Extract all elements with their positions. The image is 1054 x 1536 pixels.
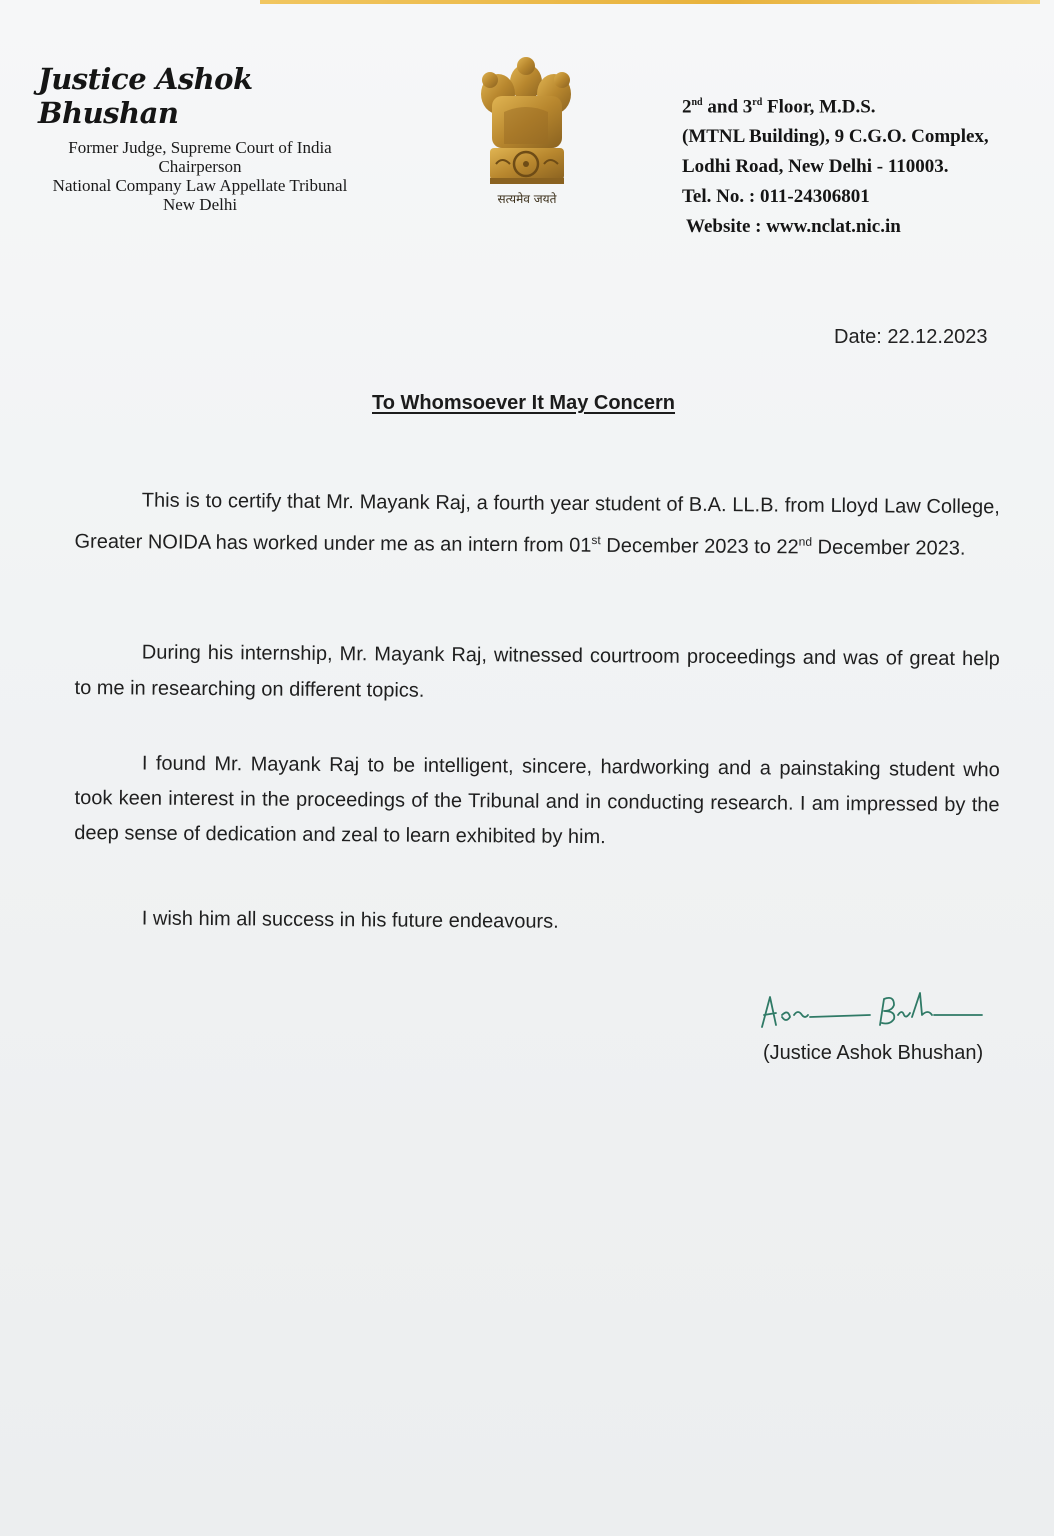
body-paragraph-2: During his internship, Mr. Mayank Raj, witnessed courtroom proceedings and was of great help to me in researching on different topics. — [74, 641, 1000, 702]
signatory-name: (Justice Ashok Bhushan) — [763, 1042, 984, 1064]
letterhead-title-3: National Company Law Appellate Tribunal — [52, 176, 348, 195]
handwritten-signature — [752, 985, 992, 1035]
letterhead-title-2: Chairperson — [158, 157, 242, 176]
letterhead-title-4: New Delhi — [162, 195, 238, 214]
address-line-2: (MTNL Building), 9 C.G.O. Complex, — [682, 126, 989, 148]
emblem-motto: सत्यमेव जयते — [497, 192, 557, 206]
body-paragraph-1: This is to certify that Mr. Mayank Raj, a fourth year student of B.A. LL.B. from Lloyd Law College, Greater NOIDA has worked under me as an intern from 01st December 2023 to 22nd December 2023. — [74, 489, 1000, 560]
body-paragraph-4: I wish him all success in his future endeavours. — [141, 907, 559, 933]
folder-edge — [260, 0, 1040, 4]
letterhead-name: Justice Ashok Bhushan — [38, 62, 253, 130]
national-emblem-icon — [468, 52, 586, 212]
letterhead-title-1: Former Judge, Supreme Court of India — [68, 138, 332, 157]
address-line-1: 2nd and 3rd Floor, M.D.S. — [682, 96, 876, 118]
letterhead-left — [30, 62, 370, 214]
letter-date: Date: 22.12.2023 — [834, 326, 988, 348]
website: Website : www.nclat.nic.in — [686, 216, 901, 238]
body-paragraph-3: I found Mr. Mayank Raj to be intelligent, sincere, hardworking and a painstaking student who took keen interest in the proceedings of the Tribunal and in conducting research. I am impressed by the deep sense of dedication and zeal to learn exhibited by him. — [74, 752, 1000, 849]
telephone: Tel. No. : 011-24306801 — [682, 186, 870, 208]
letterhead-address — [682, 88, 1042, 242]
address-line-3: Lodhi Road, New Delhi - 110003. — [682, 156, 949, 178]
letter-subject: To Whomsoever It May Concern — [372, 392, 676, 414]
